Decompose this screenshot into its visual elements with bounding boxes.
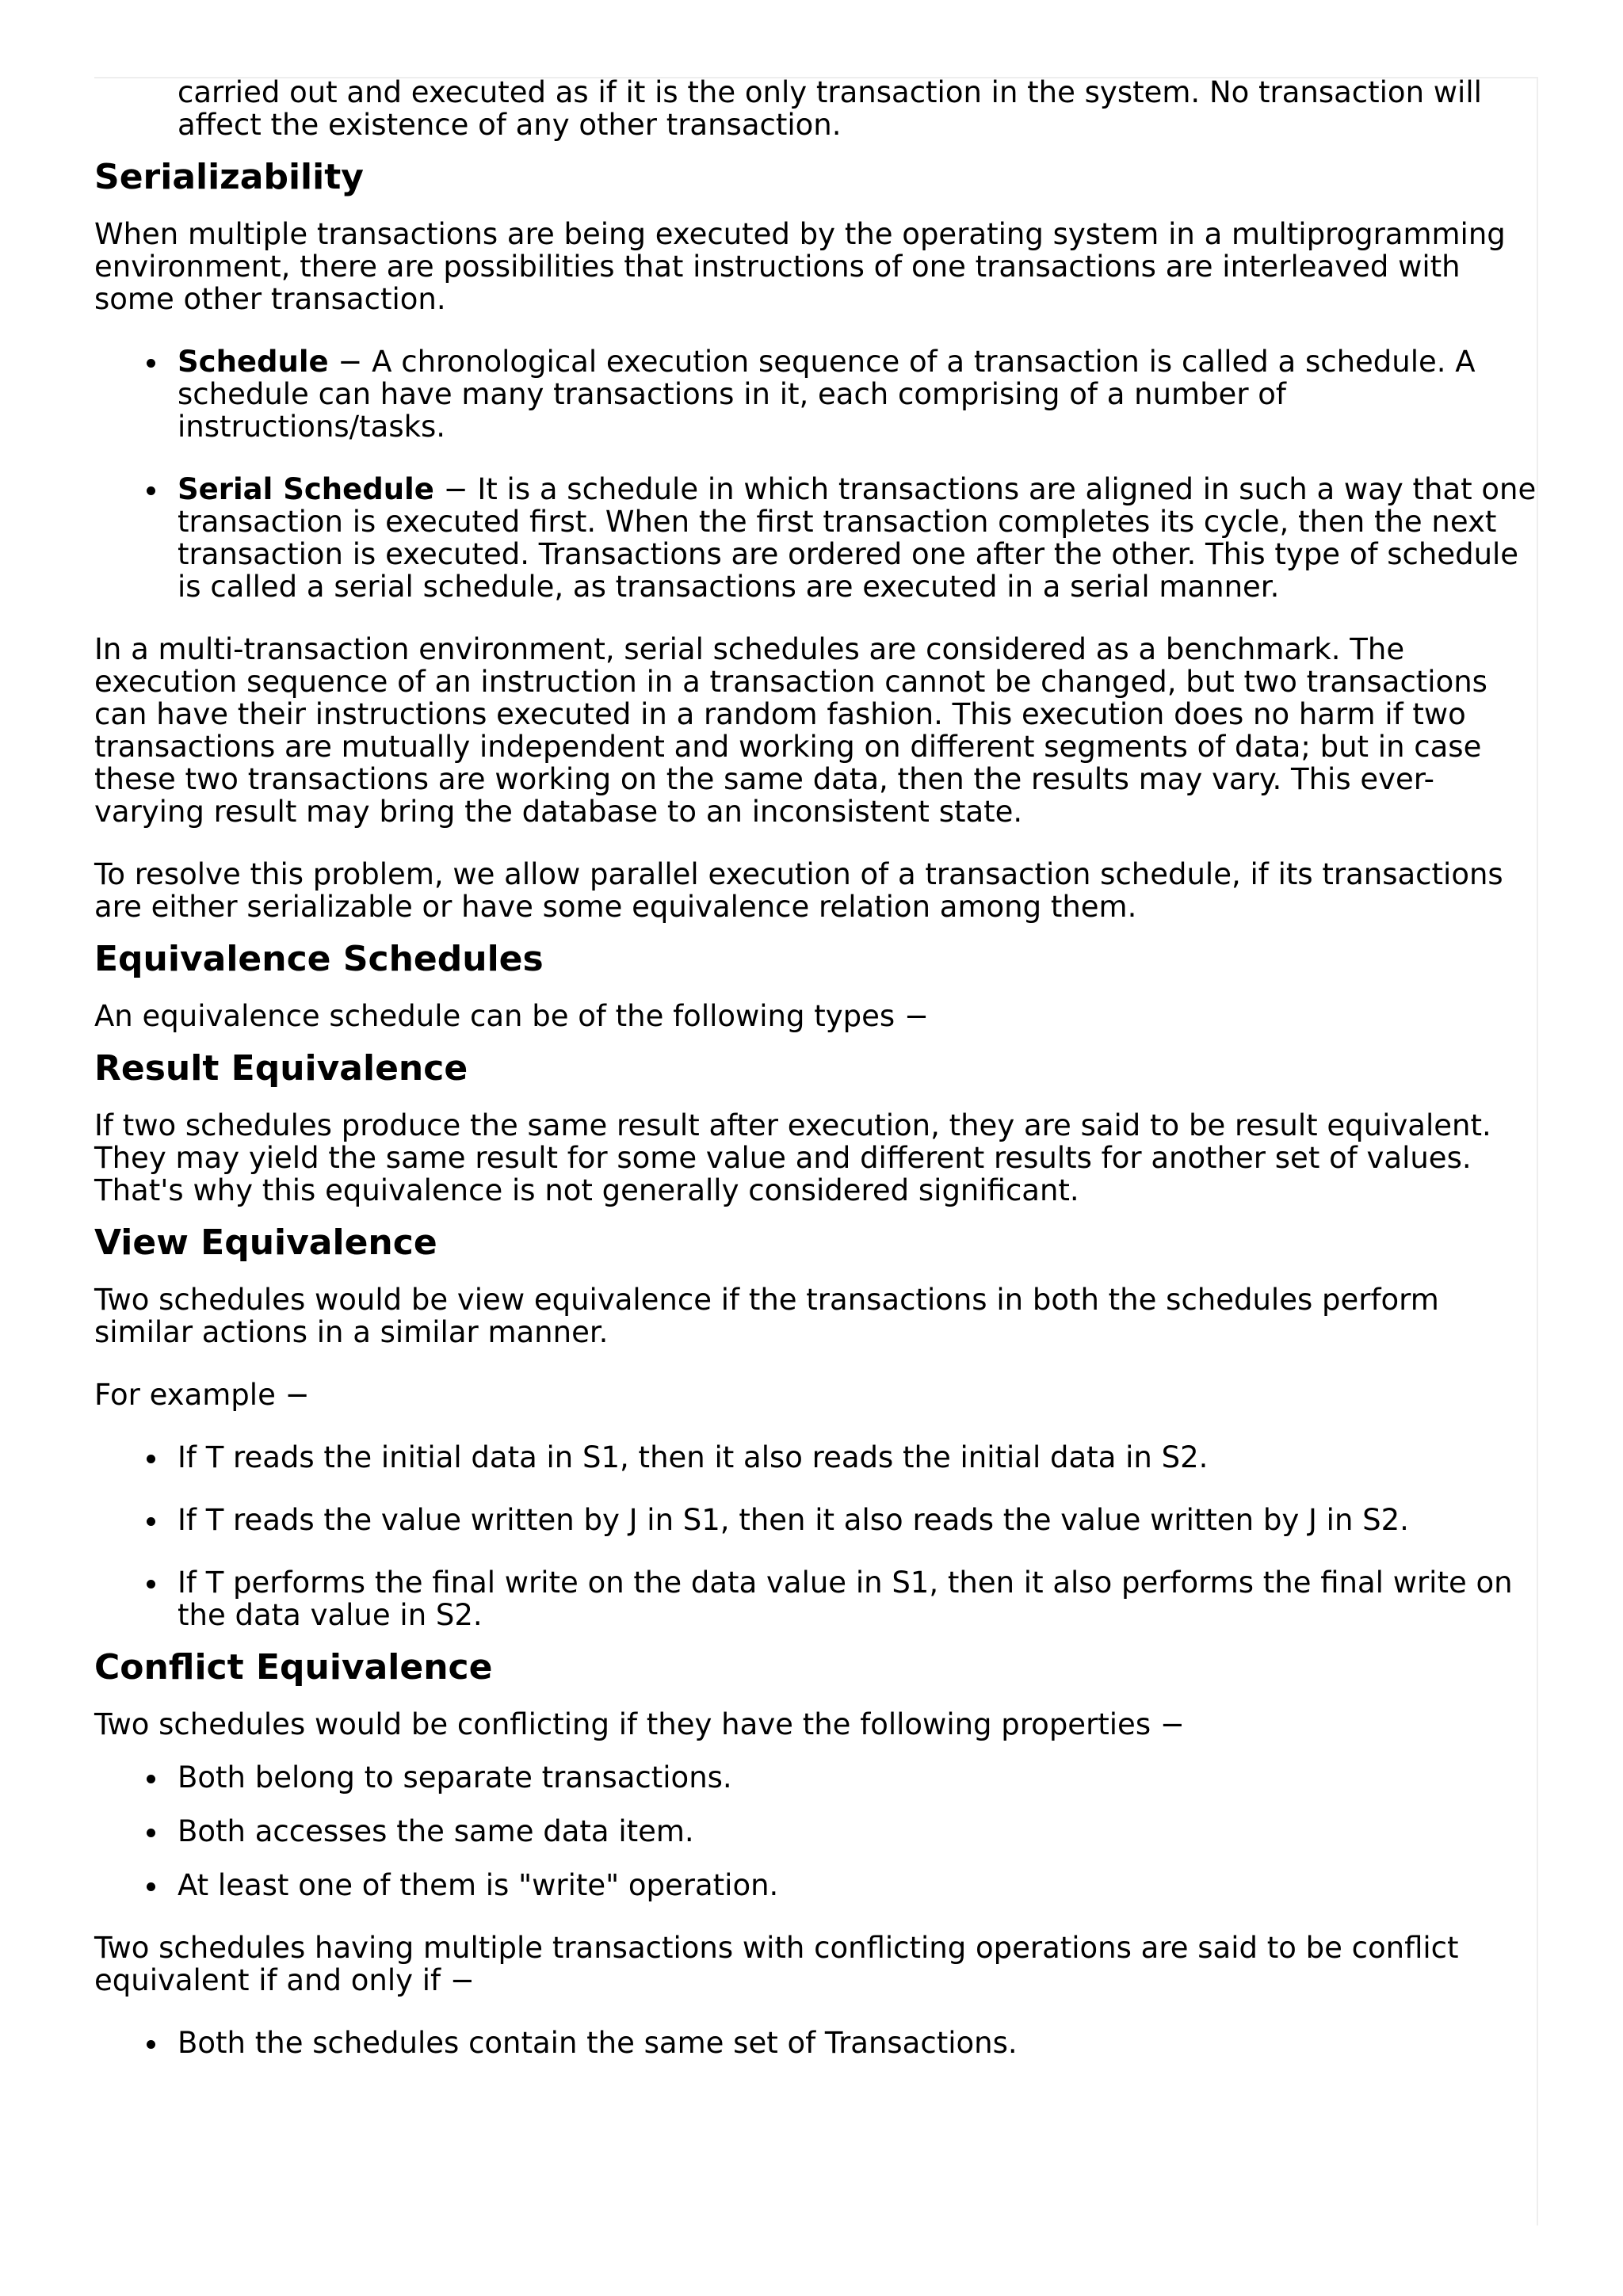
conflict-equivalence-intro: Two schedules would be conflicting if they have the following properties − [94,1707,1185,1741]
definition-schedule: − A chronological execution sequence of a transaction is called a schedule. A schedule can have many transactions in it, each comprising of a number of instructions/tasks. [178,345,1476,444]
term-serial-schedule: Serial Schedule [178,472,434,506]
list-item: Both belong to separate transactions. [94,1761,1538,1794]
heading-equivalence-schedules: Equivalence Schedules [94,939,544,979]
list-item [94,473,1538,603]
list-item: If T performs the final write on the data value in S1, then it also performs the final write on the data value in S2. [94,1566,1538,1631]
equivalence-intro: An equivalence schedule can be of the following types − [94,999,929,1033]
view-equivalence-list [94,1441,1538,1631]
view-equivalence-example-label: For example − [94,1378,310,1412]
list-item [94,345,1538,443]
list-item: At least one of them is "write" operation. [94,1869,1538,1901]
serializability-intro: When multiple transactions are being executed by the operating system in a multiprogramming environment, there are possibilities that instructions of one transactions are interleaved with some other transaction. [94,217,1506,316]
heading-serializability: Serializability [94,157,364,197]
definition-serial-schedule: − It is a schedule in which transactions are aligned in such a way that one transaction is executed first. When the first transaction completes its cycle, then the next transaction is executed. Transactions are ordered one after the other. This type of schedule is called a serial schedule, as transactions are executed in a serial manner. [178,472,1537,604]
intro-continuation: carried out and executed as if it is the only transaction in the system. No transaction will affect the existence of any other transaction. [178,75,1482,142]
heading-result-equivalence: Result Equivalence [94,1048,468,1089]
conflict-conditions-list [94,2027,1538,2059]
serializability-paragraph-2: In a multi-transaction environment, serial schedules are considered as a benchmark. The execution sequence of an instruction in a transaction cannot be changed, but two transactions can have their instructions executed in a random fashion. This execution does no harm if two transactions are mutually independent and working on different segments of data; but in case these two transactions are working on the same data, then the results may vary. This ever-varying result may bring the database to an inconsistent state. [94,632,1487,829]
serializability-paragraph-3: To resolve this problem, we allow parallel execution of a transaction schedule, if its transactions are either serializable or have some equivalence relation among them. [94,857,1503,924]
term-schedule: Schedule [178,345,329,379]
list-item: Both accesses the same data item. [94,1815,1538,1848]
heading-conflict-equivalence: Conflict Equivalence [94,1647,493,1688]
list-item: If T reads the initial data in S1, then it also reads the initial data in S2. [94,1441,1538,1474]
conflict-properties-list [94,1761,1538,1901]
list-item: If T reads the value written by J in S1, then it also reads the value written by J in S2. [94,1504,1538,1536]
conflict-equivalence-paragraph-2: Two schedules having multiple transactions with conflicting operations are said to be conflict equivalent if and only if − [94,1931,1459,1997]
heading-view-equivalence: View Equivalence [94,1222,437,1263]
article-content [94,76,1538,2059]
view-equivalence-text: Two schedules would be view equivalence if the transactions in both the schedules perform similar actions in a similar manner. [94,1283,1439,1349]
result-equivalence-text: If two schedules produce the same result after execution, they are said to be result equivalent. They may yield the same result for some value and different results for another set of values. That's why this equivalence is not generally considered significant. [94,1108,1491,1207]
serializability-list [94,345,1538,603]
list-item: Both the schedules contain the same set of Transactions. [94,2027,1538,2059]
